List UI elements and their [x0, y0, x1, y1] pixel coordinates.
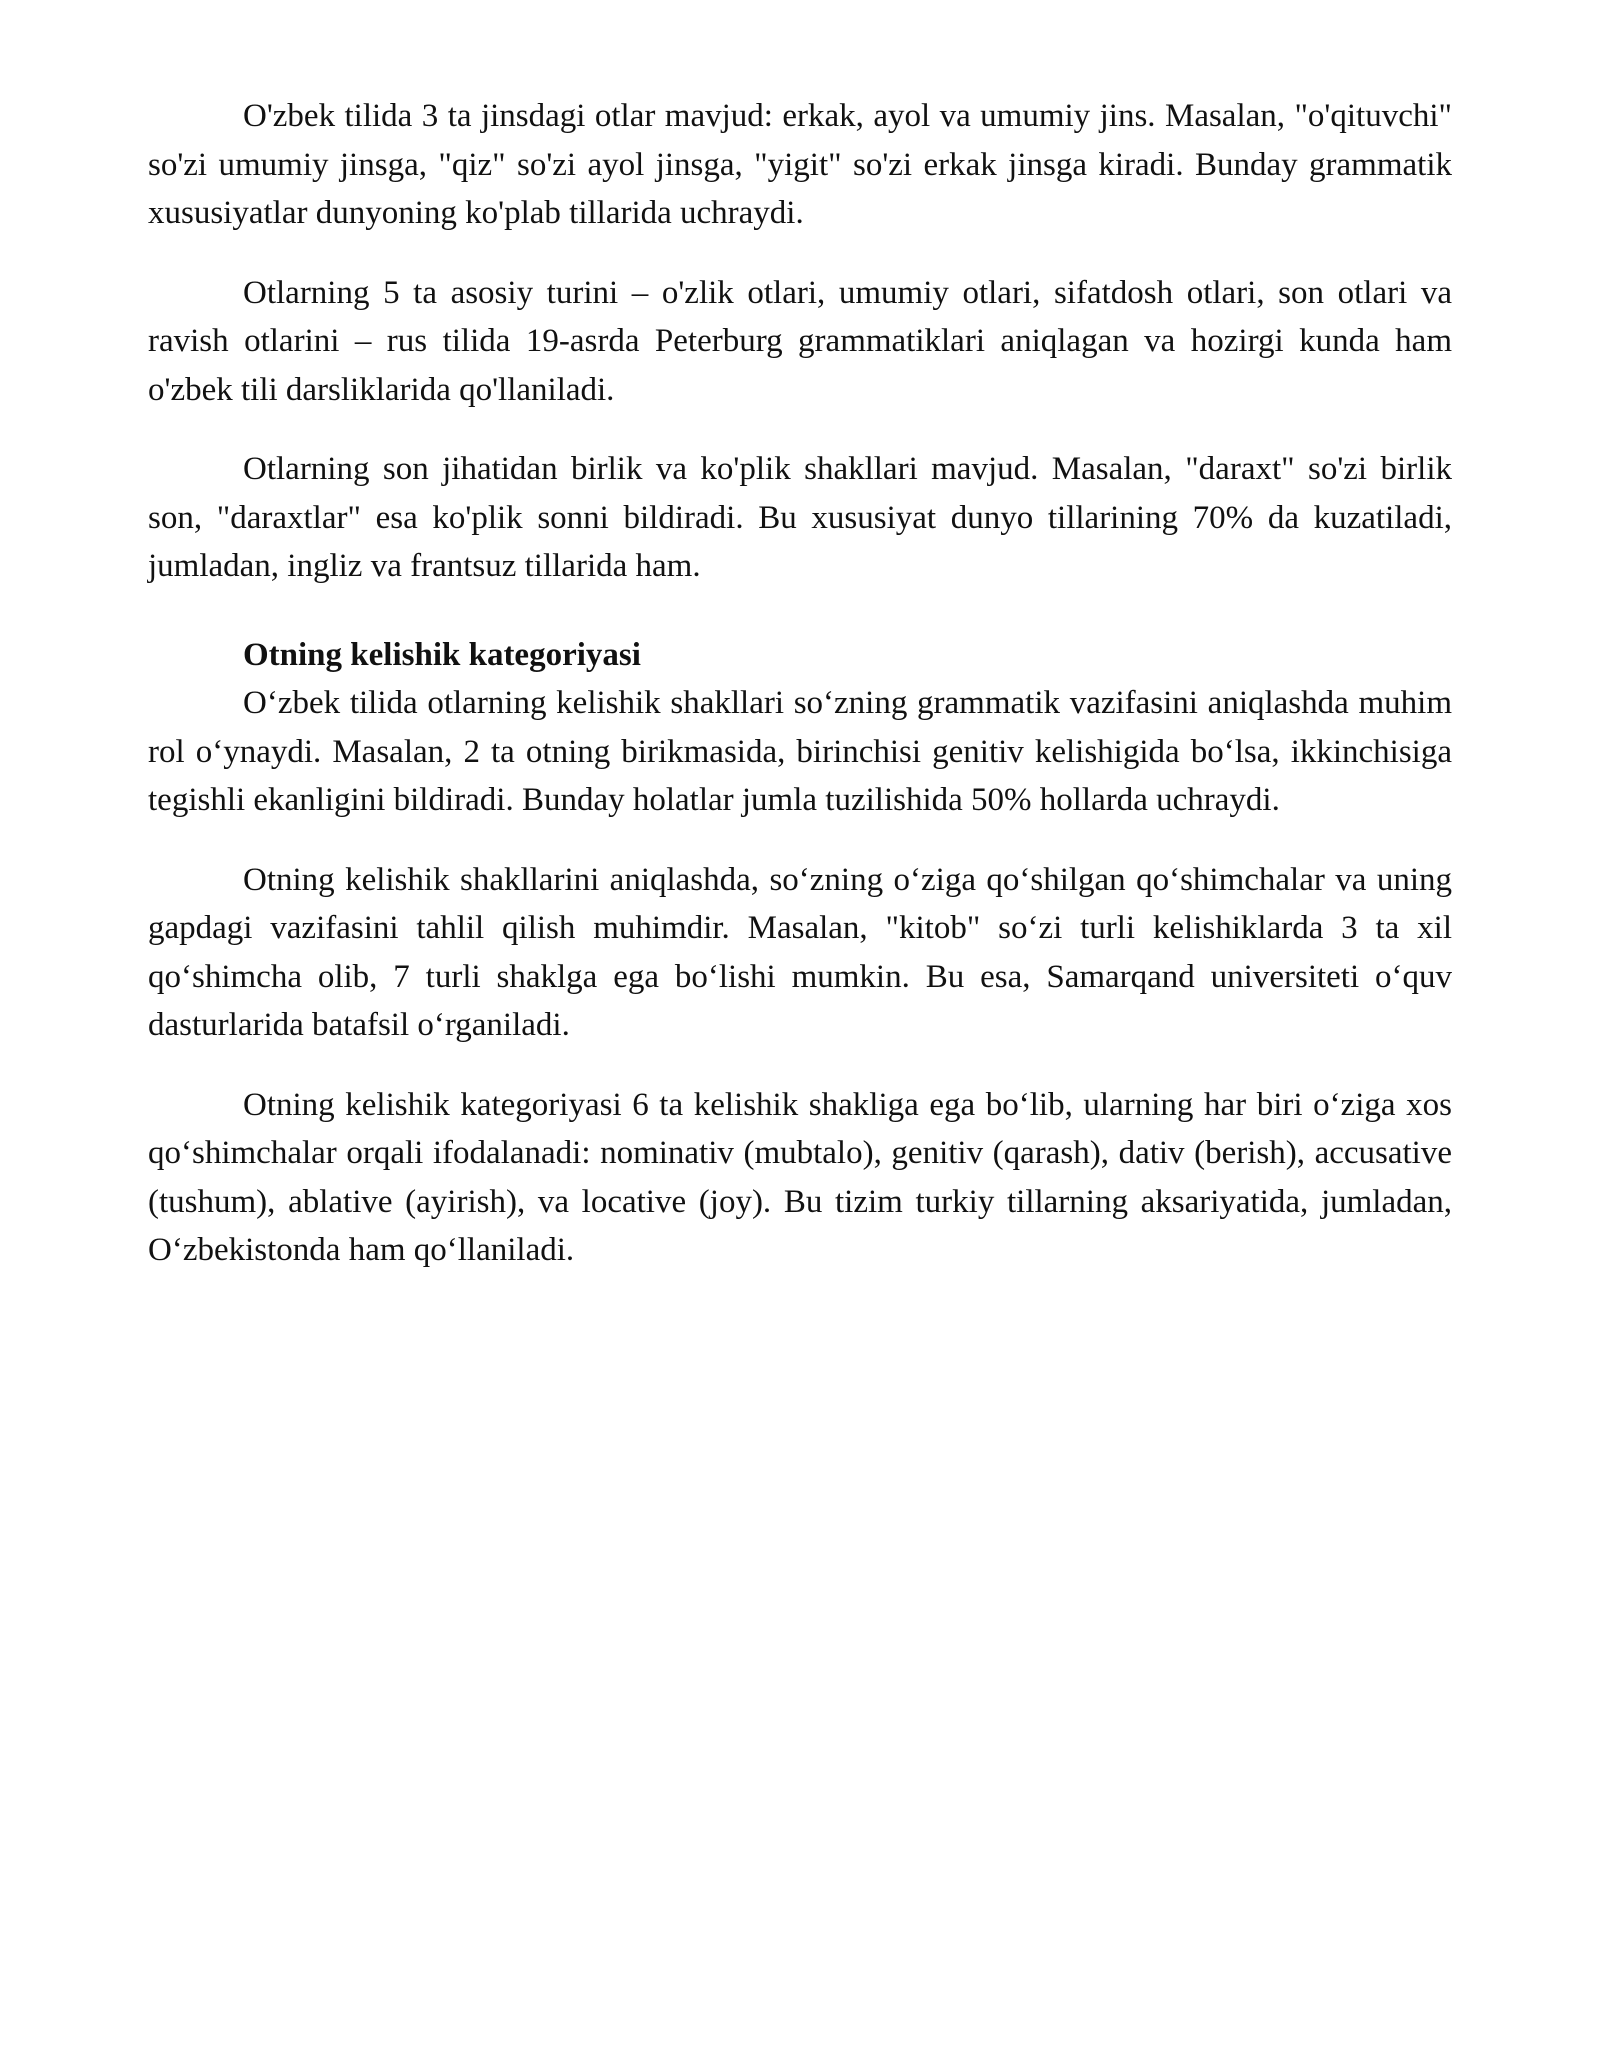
paragraph-case-analysis: Otning kelishik shakllarini aniqlashda, so‘zning o‘ziga qo‘shilgan qo‘shimchalar va uning gapdagi vazifasini tahlil qilish muhimdir. Masalan, "kitob" so‘zi turli kelishiklarda 3 ta xil qo‘shimcha olib, 7 turli shaklga ega bo‘lishi mumkin. Bu esa, Samarqand universiteti o‘quv dasturlarida batafsil o‘rganiladi.	[148, 861, 1452, 1043]
paragraph-case-forms: Otning kelishik kategoriyasi 6 ta kelishik shakliga ega bo‘lib, ularning har biri o‘ziga xos qo‘shimchalar orqali ifodalanadi: nominativ (mubtalo), genitiv (qarash), dativ (berish), accusative (tushum), ablative (ayirish), va locative (joy). Bu tizim turkiy tillarning aksariyatida, jumladan, O‘zbekistonda ham qo‘llaniladi.	[148, 1086, 1452, 1268]
section-heading: Otning kelishik kategoriyasi	[243, 636, 641, 673]
document-page	[148, 92, 1452, 1306]
paragraph-noun-genders: O'zbek tilida 3 ta jinsdagi otlar mavjud: erkak, ayol va umumiy jins. Masalan, "o'qituvchi" so'zi umumiy jinsga, "qiz" so'zi ayol jinsga, "yigit" so'zi erkak jinsga kiradi. Bunday grammatik xususiyatlar dunyoning ko'plab tillarida uchraydi.	[148, 98, 1452, 231]
paragraph-noun-types: Otlarning 5 ta asosiy turini – o'zlik otlari, umumiy otlari, sifatdosh otlari, son otlari va ravish otlarini – rus tilida 19-asrda Peterburg grammatiklari aniqlagan va hozirgi kunda ham o'zbek tili darsliklarida qo'llaniladi.	[148, 274, 1452, 408]
paragraph-case-role: O‘zbek tilida otlarning kelishik shakllari so‘zning grammatik vazifasini aniqlashda muhim rol o‘ynaydi. Masalan, 2 ta otning birikmasida, birinchisi genitiv kelishigida bo‘lsa, ikkinchisiga tegishli ekanligini bildiradi. Bunday holatlar jumla tuzilishida 50% hollarda uchraydi.	[148, 685, 1452, 818]
paragraph-noun-number: Otlarning son jihatidan birlik va ko'plik shakllari mavjud. Masalan, "daraxt" so'zi birlik son, "daraxtlar" esa ko'plik sonni bildiradi. Bu xususiyat dunyo tillarining 70% da kuzatiladi, jumladan, ingliz va frantsuz tillarida ham.	[148, 451, 1452, 584]
